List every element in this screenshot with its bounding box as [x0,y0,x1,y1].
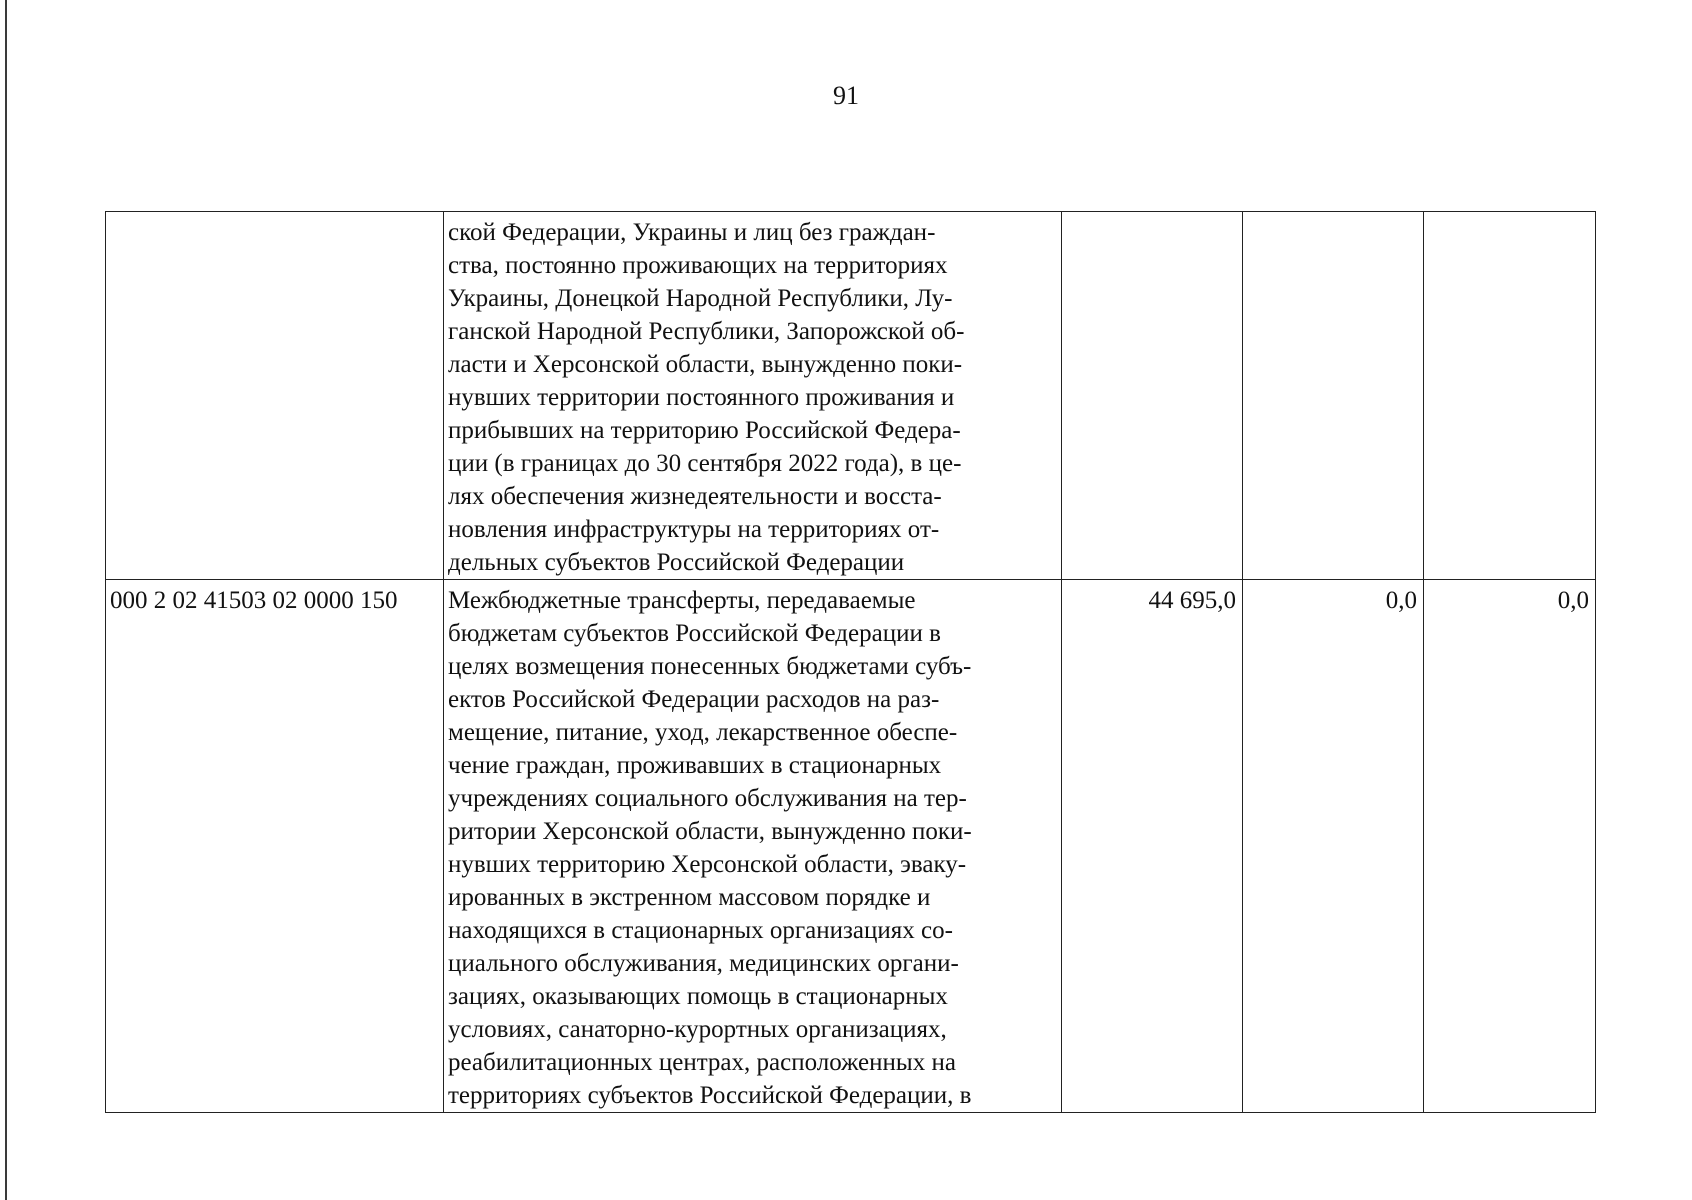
description-line: зациях, оказывающих помощь в стационарных [448,983,948,1010]
description-line: лях обеспечения жизнедеятельности и восста- [448,483,942,510]
description-line: чение граждан, проживавших в стационарных [448,752,942,779]
description-line: учреждениях социального обслуживания на тер- [448,785,967,812]
value-cell-1: 44 695,0 [1062,580,1243,1113]
description-cell [444,580,1062,1113]
description-line: Межбюджетные трансферты, передаваемые [448,587,916,614]
budget-table [105,211,1596,1113]
description-line: ской Федерации, Украины и лиц без граждан- [448,219,936,246]
description-line: бюджетам субъектов Российской Федерации в [448,620,941,647]
description-line: условиях, санаторно-курортных организациях, [448,1016,947,1043]
description-line: находящихся в стационарных организациях со- [448,917,953,944]
value-cell-2: 0,0 [1243,580,1424,1113]
description-line: нувших территории постоянного проживания и [448,384,955,411]
page-number: 91 [833,81,859,110]
budget-code-cell [106,212,444,580]
value-cell-1 [1062,212,1243,580]
description-line: ганской Народной Республики, Запорожской об- [448,318,965,345]
description-line: новления инфраструктуры на территориях от- [448,516,940,543]
description-line: территориях субъектов Российской Федерации, в [448,1082,972,1109]
table-row [106,580,1596,1113]
description-line: мещение, питание, уход, лекарственное обеспе- [448,719,958,746]
table-row [106,212,1596,580]
description-cell [444,212,1062,580]
description-line: циального обслуживания, медицинских органи- [448,950,959,977]
description-line: ласти и Херсонской области, вынужденно поки- [448,351,963,378]
description-line: ции (в границах до 30 сентября 2022 года), в це- [448,450,962,477]
description-line: целях возмещения понесенных бюджетами субъ- [448,653,972,680]
description-line: ритории Херсонской области, вынужденно поки- [448,818,972,845]
page-left-edge [5,0,7,1200]
description-line: реабилитационных центрах, расположенных на [448,1049,956,1076]
value-cell-3 [1424,212,1596,580]
description-line: Украины, Донецкой Народной Республики, Лу- [448,285,953,312]
description-line: нувших территорию Херсонской области, эваку- [448,851,967,878]
budget-code-cell: 000 2 02 41503 02 0000 150 [106,580,444,1113]
description-line: ектов Российской Федерации расходов на раз- [448,686,940,713]
description-line: ства, постоянно проживающих на территориях [448,252,948,279]
description-line: дельных субъектов Российской Федерации [448,549,905,576]
value-cell-2 [1243,212,1424,580]
value-cell-3: 0,0 [1424,580,1596,1113]
description-line: прибывших на территорию Российской Федера- [448,417,961,444]
description-line: ированных в экстренном массовом порядке и [448,884,931,911]
